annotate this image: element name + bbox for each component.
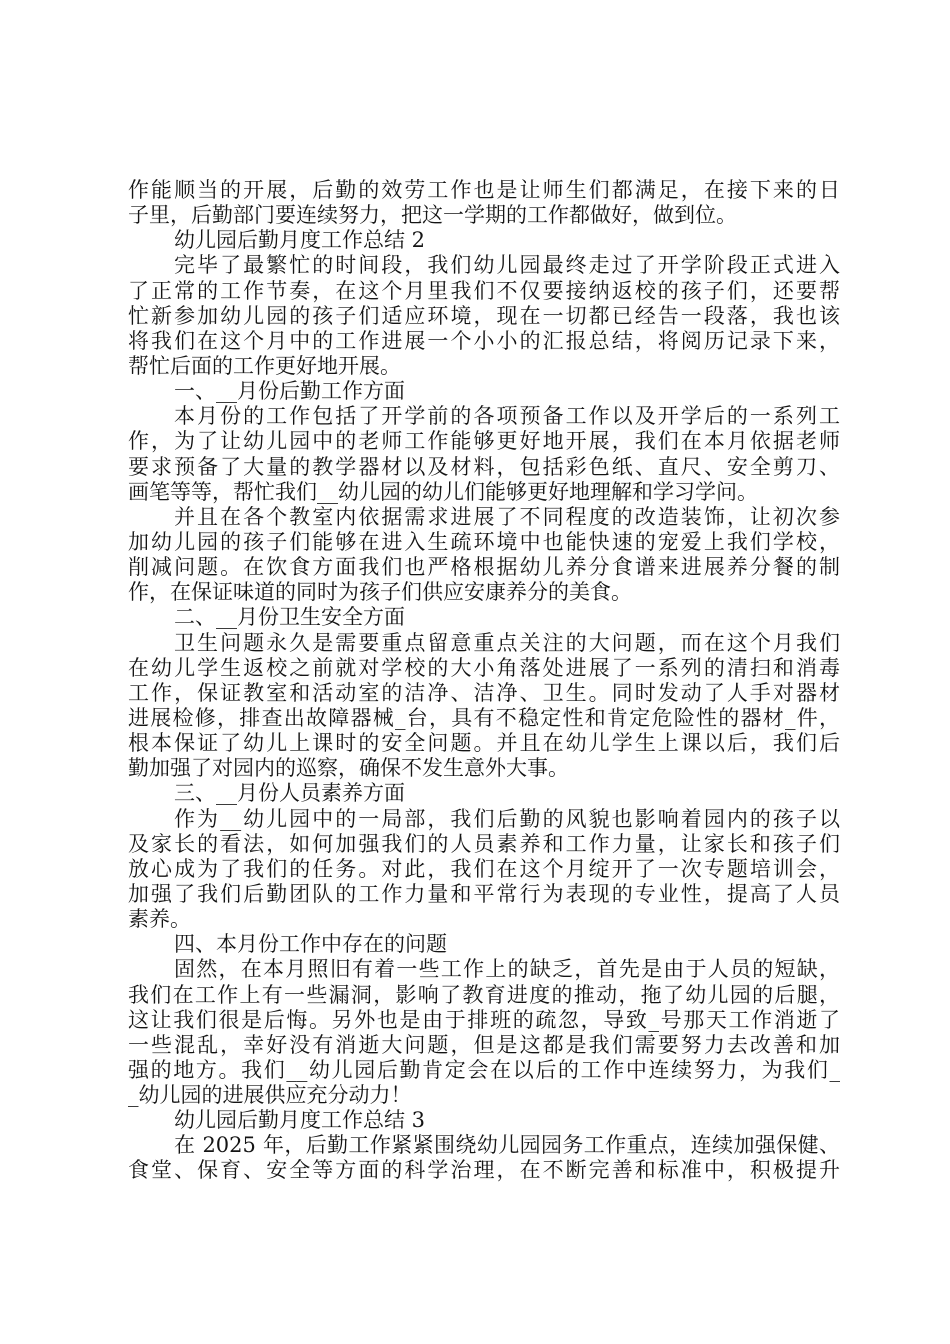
text-line: 卫生问题永久是需要重点留意重点关注的大问题，而在这个月我们 — [174, 630, 840, 655]
text-line: 这让我们很是后悔。另外也是由于排班的疏忽，导致_号那天工作消逝了 — [128, 1007, 840, 1032]
document-body — [128, 178, 840, 1184]
text-line: 工作，保证教室和活动室的洁净、洁净、卫生。同时发动了人手对器材 — [128, 680, 840, 705]
text-line: 二、__月份卫生安全方面 — [174, 605, 405, 630]
text-line: 在 2025 年，后勤工作紧紧围绕幼儿园园务工作重点，连续加强保健、 — [174, 1133, 840, 1158]
text-line: 勤加强了对园内的巡察，确保不发生意外大事。 — [128, 756, 569, 781]
text-line: 食堂、保育、安全等方面的科学治理，在不断完善和标准中，积极提升 — [128, 1158, 840, 1183]
text-line: 完毕了最繁忙的时间段，我们幼儿园最终走过了开学阶段正式进入 — [174, 253, 840, 278]
text-line: 将我们在这个月中的工作进展一个小小的汇报总结，将阅历记录下来， — [128, 328, 840, 353]
text-line: 忙新参加幼儿园的孩子们适应环境，现在一切都已经告一段落，我也该 — [128, 303, 840, 328]
text-line: 强的地方。我们__幼儿园后勤肯定会在以后的工作中连续努力，为我们_ — [128, 1057, 840, 1082]
text-line: 了正常的工作节奏，在这个月里我们不仅要接纳返校的孩子们，还要帮 — [128, 278, 840, 303]
text-line: 根本保证了幼儿上课时的安全问题。并且在幼儿学生上课以后，我们后 — [128, 731, 840, 756]
text-line: 进展检修，排查出故障器械_台，具有不稳定性和肯定危险性的器材_件， — [128, 705, 840, 730]
text-line: 放心成为了我们的任务。对此，我们在这个月绽开了一次专题培训会， — [128, 856, 840, 881]
text-line: 加强了我们后勤团队的工作力量和平常行为表现的专业性，提高了人员 — [128, 881, 840, 906]
text-line: 三、__月份人员素养方面 — [174, 781, 405, 806]
text-line: 幼儿园后勤月度工作总结 3 — [174, 1108, 426, 1133]
text-line: 子里，后勤部门要连续努力，把这一学期的工作都做好，做到位。 — [128, 203, 737, 228]
text-line: 本月份的工作包括了开学前的各项预备工作以及开学后的一系列工 — [174, 404, 840, 429]
text-line: 削减问题。在饮食方面我们也严格根据幼儿养分食谱来进展养分餐的制 — [128, 555, 840, 580]
text-line: 一些混乱，幸好没有消逝大问题，但是这都是我们需要努力去改善和加 — [128, 1032, 840, 1057]
text-line: 固然，在本月照旧有着一些工作上的缺乏，首先是由于人员的短缺， — [174, 957, 840, 982]
text-line: 四、本月份工作中存在的问题 — [174, 932, 447, 957]
text-line: 作，为了让幼儿园中的老师工作能够更好地开展，我们在本月依据老师 — [128, 429, 840, 454]
text-line: 幼儿园后勤月度工作总结 2 — [174, 228, 426, 253]
text-line: 及家长的看法，如何加强我们的人员素养和工作力量，让家长和孩子们 — [128, 831, 840, 856]
text-line: 素养。 — [128, 907, 191, 932]
text-line: 并且在各个教室内依据需求进展了不同程度的改造装饰，让初次参 — [174, 504, 840, 529]
text-line: 作，在保证味道的同时为孩子们供应安康养分的美食。 — [128, 580, 632, 605]
text-line: 我们在工作上有一些漏洞，影响了教育进度的推动，拖了幼儿园的后腿， — [128, 982, 840, 1007]
text-line: 在幼儿学生返校之前就对学校的大小角落处进展了一系列的清扫和消毒 — [128, 655, 840, 680]
text-line: 要求预备了大量的教学器材以及材料，包括彩色纸、直尺、安全剪刀、 — [128, 454, 840, 479]
text-line: 作为__幼儿园中的一局部，我们后勤的风貌也影响着园内的孩子以 — [174, 806, 840, 831]
text-line: 一、__月份后勤工作方面 — [174, 379, 405, 404]
text-line: 加幼儿园的孩子们能够在进入生疏环境中也能快速的宠爱上我们学校， — [128, 529, 840, 554]
text-line: _幼儿园的进展供应充分动力！ — [128, 1083, 412, 1108]
text-line: 帮忙后面的工作更好地开展。 — [128, 353, 401, 378]
text-line: 画笔等等，帮忙我们__幼儿园的幼儿们能够更好地理解和学习学问。 — [128, 479, 758, 504]
text-line: 作能顺当的开展，后勤的效劳工作也是让师生们都满足，在接下来的日 — [128, 178, 840, 202]
